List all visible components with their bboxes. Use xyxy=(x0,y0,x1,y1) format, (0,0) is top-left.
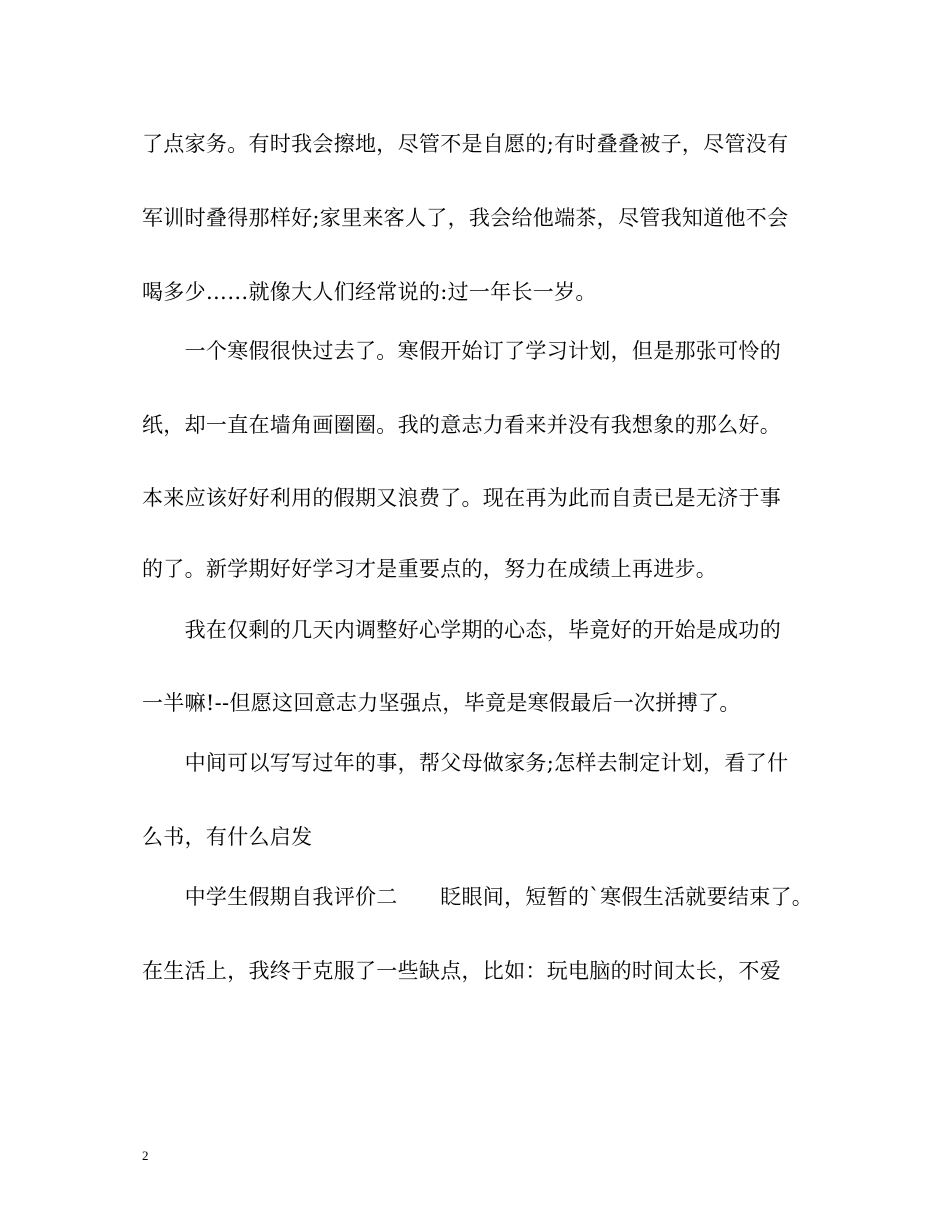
text-line: 么书，有什么启发 xyxy=(142,825,313,849)
text-line: 我在仅剩的几天内调整好心学期的心态，毕竟好的开始是成功的 xyxy=(142,618,781,642)
text-line: 喝多少……就像大人们经常说的:过一年长一岁。 xyxy=(142,280,597,304)
text-line: 了点家务。有时我会擦地，尽管不是自愿的;有时叠叠被子，尽管没有 xyxy=(142,132,789,156)
text-line: 的了。新学期好好学习才是重要点的，努力在成绩上再进步。 xyxy=(142,557,718,581)
page-number: 2 xyxy=(142,1148,149,1163)
text-line: 中间可以写写过年的事，帮父母做家务;怎样去制定计划，看了什 xyxy=(142,751,789,775)
text-line: 纸，却一直在墙角画圈圈。我的意志力看来并没有我想象的那么好。 xyxy=(142,413,781,437)
text-line: 本来应该好好利用的假期又浪费了。现在再为此而自责已是无济于事 xyxy=(142,486,781,510)
text-line: 在生活上，我终于克服了一些缺点，比如：玩电脑的时间太长，不爱 xyxy=(142,959,781,983)
text-line: 中学生假期自我评价二 眨眼间，短暂的`寒假生活就要结束了。 xyxy=(142,885,814,909)
text-line: 一半嘛!--但愿这回意志力坚强点，毕竟是寒假最后一次拼搏了。 xyxy=(142,691,741,715)
text-line: 军训时叠得那样好;家里来客人了，我会给他端茶，尽管我知道他不会 xyxy=(142,206,789,230)
text-line: 一个寒假很快过去了。寒假开始订了学习计划，但是那张可怜的 xyxy=(142,339,781,363)
